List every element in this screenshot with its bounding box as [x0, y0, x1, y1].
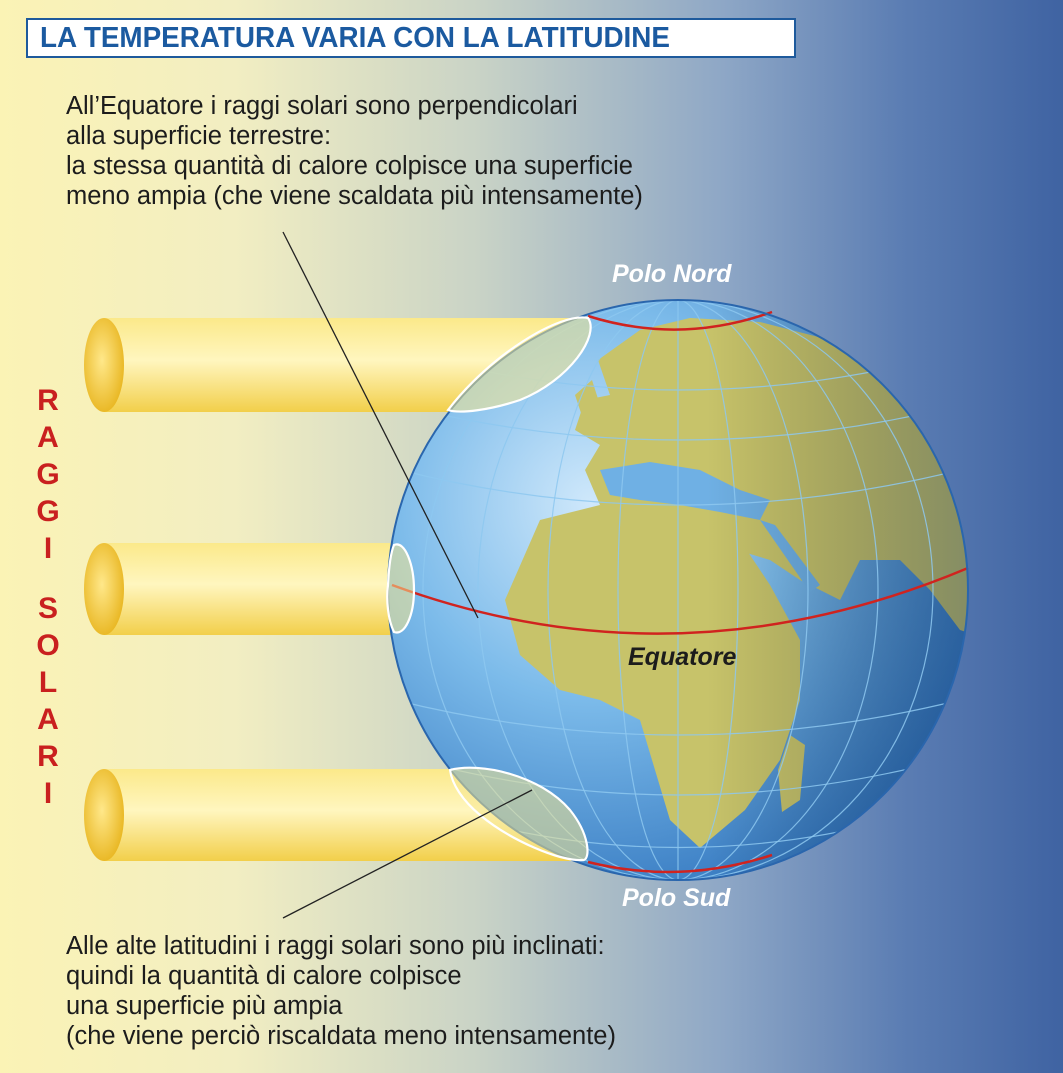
caption-line: meno ampia (che viene scaldata più intensamente) — [66, 182, 643, 210]
label-letter: G — [36, 495, 60, 528]
label-letter: R — [37, 740, 59, 773]
vertical-label-solari — [26, 590, 70, 812]
page-title: LA TEMPERATURA VARIA CON LA LATITUDINE — [40, 21, 670, 54]
caption-line: la stessa quantità di calore colpisce una superficie — [66, 152, 633, 180]
label-letter: S — [37, 592, 58, 625]
north-pole-label: Polo Nord — [612, 260, 732, 288]
equator-label: Equatore — [628, 643, 737, 671]
caption-line: alla superficie terrestre: — [66, 122, 332, 150]
label-letter: A — [37, 703, 59, 736]
label-letter: O — [36, 629, 60, 662]
caption-equator — [66, 91, 643, 211]
caption-line: All’Equatore i raggi solari sono perpendicolari — [66, 92, 578, 120]
vertical-label-raggi — [26, 382, 70, 567]
label-letter: G — [36, 458, 60, 491]
title-box — [26, 18, 796, 58]
label-letter: I — [43, 777, 53, 810]
label-letter: I — [43, 532, 53, 565]
caption-line: (che viene perciò riscaldata meno intensamente) — [66, 1022, 616, 1050]
south-pole-label: Polo Sud — [622, 884, 731, 912]
label-letter: A — [37, 421, 59, 454]
caption-line: quindi la quantità di calore colpisce — [66, 962, 462, 990]
sun-ray-middle — [84, 543, 404, 635]
caption-line: una superficie più ampia — [66, 992, 343, 1020]
caption-high-latitudes — [66, 931, 616, 1051]
label-letter: L — [38, 666, 58, 699]
label-letter: R — [37, 384, 59, 417]
caption-line: Alle alte latitudini i raggi solari sono più inclinati: — [66, 932, 605, 960]
